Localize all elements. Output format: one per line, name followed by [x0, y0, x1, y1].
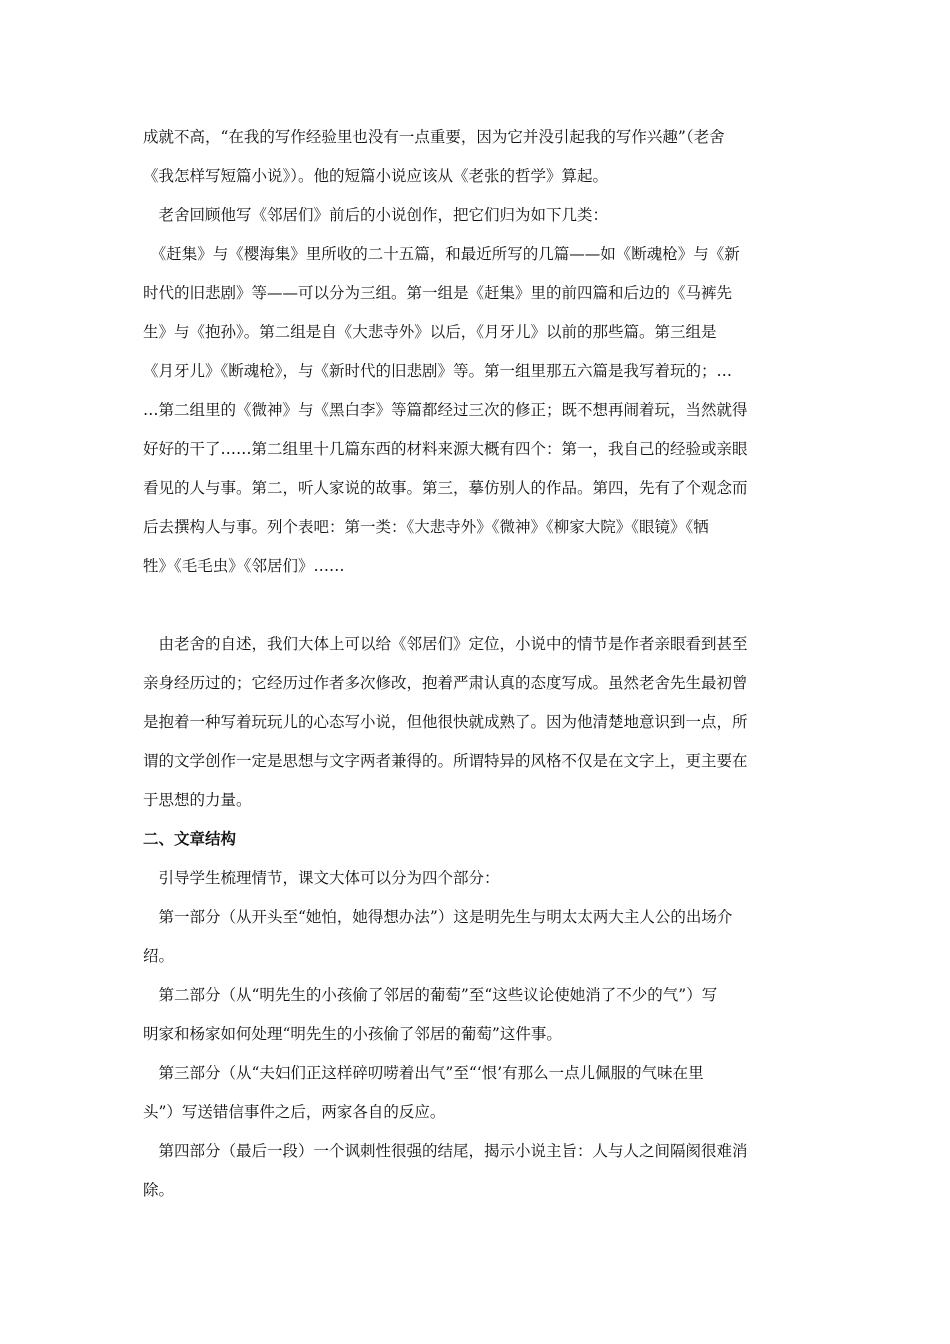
text-line: 第二部分（从“明先生的小孩偷了邻居的葡萄”至“这些议论使她消了不少的气”）写 [143, 986, 718, 1004]
text-line: 老舍回顾他写《邻居们》前后的小说创作，把它们归为如下几类： [143, 206, 609, 224]
text-line: 由老舍的自述，我们大体上可以给《邻居们》定位，小说中的情节是作者亲眼看到甚至 [143, 635, 748, 653]
text-line: 后去撰构人与事。列个表吧：第一类：《大悲寺外》《微神》《柳家大院》《眼镜》《牺 [143, 518, 709, 536]
text-line: 好好的干了……第二组里十几篇东西的材料来源大概有四个：第一，我自己的经验或亲眼 [143, 440, 748, 458]
text-line: 谓的文学创作一定是思想与文字两者兼得的。所谓特异的风格不仅是在文字上，更主要在 [143, 752, 748, 770]
paragraph-gap [143, 586, 813, 625]
text-line: 除。 [143, 1181, 175, 1199]
section-heading: 二、文章结构 [143, 830, 237, 848]
text-line: 看见的人与事。第二，听人家说的故事。第三，摹仿别人的作品。第四，先有了个观念而 [143, 479, 748, 497]
document-page [143, 118, 813, 1210]
text-line: 《赶集》与《樱海集》里所收的二十五篇，和最近所写的几篇——如《断魂枪》与《新 [143, 245, 740, 263]
text-line: 第三部分（从“夫妇们正这样碎叨唠着出气”至“‘恨’有那么一点儿佩服的气味在里 [143, 1064, 704, 1082]
text-line: 绍。 [143, 947, 175, 965]
text-line: 牲》《毛毛虫》《邻居们》…… [143, 557, 345, 575]
text-line: 《月牙儿》《断魂枪》，与《新时代的旧悲剧》等。第一组里那五六篇是我写着玩的；… [143, 362, 733, 380]
text-line: 时代的旧悲剧》等——可以分为三组。第一组是《赶集》里的前四篇和后边的《马裤先 [143, 284, 733, 302]
text-line: 亲身经历过的；它经历过作者多次修改，抱着严肃认真的态度写成。虽然老舍先生最初曾 [143, 674, 748, 692]
text-line: 第四部分（最后一段）一个讽刺性很强的结尾，揭示小说主旨：人与人之间隔阂很难消 [143, 1142, 748, 1160]
text-line: 《我怎样写短篇小说》）。他的短篇小说应该从《老张的哲学》算起。 [143, 167, 609, 185]
text-line: 成就不高，“在我的写作经验里也没有一点重要，因为它并没引起我的写作兴趣”（老舍 [143, 128, 725, 146]
text-line: 第一部分（从开头至“她怕，她得想办法”）这是明先生与明太太两大主人公的出场介 [143, 908, 733, 926]
text-line: 明家和杨家如何处理“明先生的小孩偷了邻居的葡萄”这件事。 [143, 1025, 562, 1043]
text-line: 是抱着一种写着玩玩儿的心态写小说，但他很快就成熟了。因为他清楚地意识到一点，所 [143, 713, 748, 731]
text-line: 生》与《抱孙》。第二组是自《大悲寺外》以后，《月牙儿》以前的那些篇。第三组是 [143, 323, 717, 341]
text-line: …第二组里的《微神》与《黑白李》等篇都经过三次的修正；既不想再闹着玩，当然就得 [143, 401, 748, 419]
text-line: 引导学生梳理情节，课文大体可以分为四个部分： [143, 869, 500, 887]
text-line: 于思想的力量。 [143, 791, 252, 809]
text-line: 头”）写送错信事件之后，两家各自的反应。 [143, 1103, 446, 1121]
